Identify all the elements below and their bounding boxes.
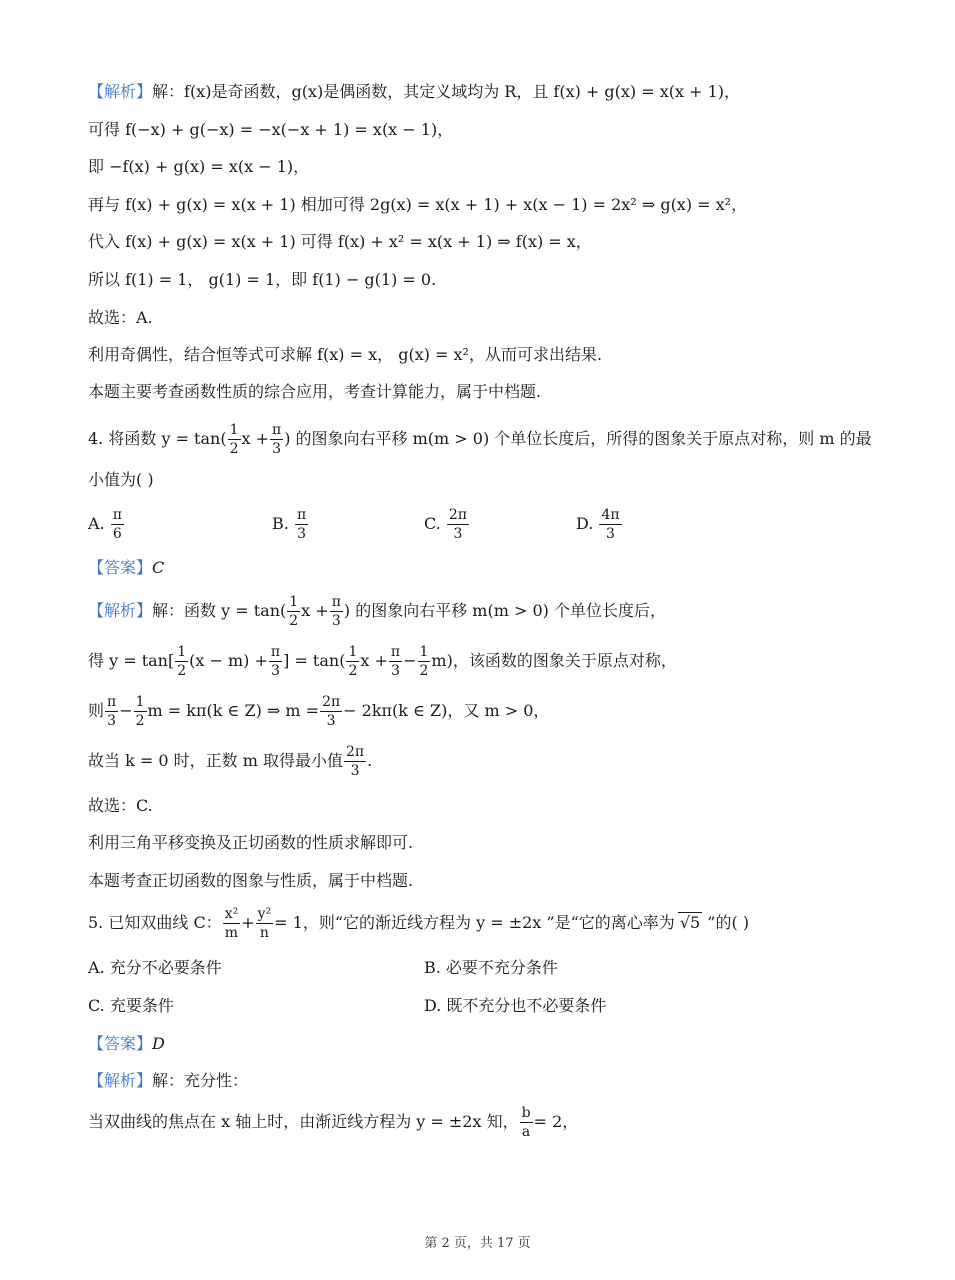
analysis-tag: 【解析】: [88, 82, 153, 101]
q4-frac-half: $\frac{1}{2}$: [229, 422, 239, 457]
analysis-line-4: 再与 f(x) + g(x) = x(x + 1) 相加可得 2g(x) = x(x + 1) + x(x − 1) = 2x² ⇒ g(x) = x²，: [88, 195, 748, 214]
q5-analysis-line-1: 【解析】解：充分性：: [88, 1071, 249, 1090]
question-4-stem: [88, 421, 895, 457]
analysis-tag: 【解析】: [88, 601, 153, 620]
q4-text-a: 4. 将函数 y = tan(: [88, 429, 227, 448]
answer-value: C: [152, 558, 165, 577]
analysis-tag: 【解析】: [88, 1071, 153, 1090]
answer-tag: 【答案】: [88, 1034, 153, 1053]
q5-analysis-line-2: 当双曲线的焦点在 x 轴上时，由渐近线方程为 y = ±2x 知， $\frac{b}{a}$ = 2，: [88, 1105, 579, 1140]
q4-option-b[interactable]: B. $\frac{\pi}{3}$: [272, 507, 307, 542]
q4-option-d[interactable]: D. $\frac{4\pi}{3}$: [576, 507, 620, 542]
q4-analysis-line-3: 则 $\frac{\pi}{3}$ − $\frac{1}{2}$ m = kπ(k ∈ Z) ⇒ m = $\frac{2\pi}{3}$ − 2kπ(k ∈ Z)，又 m > 0，: [88, 694, 550, 729]
q4-option-a[interactable]: A. $\frac{\pi}{6}$: [88, 507, 122, 542]
q4-answer: [88, 556, 895, 580]
q4-analysis-line-7: 本题考查正切函数的图象与性质，属于中档题.: [88, 871, 414, 890]
page-footer: 第 2 页，共 17 页: [424, 1236, 531, 1251]
analysis-line-9: 本题主要考查函数性质的综合应用，考查计算能力，属于中档题.: [88, 382, 542, 401]
q4-text-c: ) 的图象向右平移 m(m > 0) 个单位长度后，所得的图象关于原点对称，则 m 的最: [284, 429, 872, 448]
analysis-line-5: 代入 f(x) + g(x) = x(x + 1) 可得 f(x) + x² = x(x + 1) ⇒ f(x) = x，: [88, 232, 592, 251]
question-5-stem: 5. 已知双曲线 C： $\frac{\text{x²}}{m}$ + $\frac{\text{y²}}{n}$ = 1，则“它的渐近线方程为 y = ±2x ”是“它的离心率为 √5 ”的( ): [88, 906, 750, 941]
q5-answer: [88, 1032, 895, 1056]
q4-text-b: x +: [241, 429, 270, 448]
answer-value: D: [152, 1034, 165, 1053]
q4-analysis-line-6: 利用三角平移变换及正切函数的性质求解即可.: [88, 833, 414, 852]
q5-option-b[interactable]: B. 必要不充分条件: [424, 958, 558, 977]
analysis-line-1: [88, 80, 895, 104]
q5-option-c[interactable]: C. 充要条件: [88, 996, 174, 1015]
sqrt-5: √5: [679, 913, 701, 932]
q4-option-c[interactable]: C. $\frac{2\pi}{3}$: [424, 507, 467, 542]
analysis-line-8: 利用奇偶性，结合恒等式可求解 f(x) = x， g(x) = x²，从而可求出结果.: [88, 345, 603, 364]
q4-analysis-line-2: 得 y = tan[ $\frac{1}{2}$ (x − m) + $\frac{\pi}{3}$ ] = tan( $\frac{1}{2}$ x + $\frac{\pi}{3}$ − $\frac{1}{2}$ m)，该函数的图象关于原点对称，: [88, 644, 677, 679]
q4-analysis-line-1: 【解析】解：函数 y = tan( $\frac{1}{2}$ x + $\frac{\pi}{3}$ ) 的图象向右平移 m(m > 0) 个单位长度后，: [88, 594, 666, 629]
answer-tag: 【答案】: [88, 558, 153, 577]
analysis-line-6: 所以 f(1) = 1， g(1) = 1，即 f(1) − g(1) = 0.: [88, 270, 437, 289]
q5-option-a[interactable]: A. 充分不必要条件: [88, 958, 222, 977]
question-4-stem-cont: 小值为( ): [88, 470, 154, 489]
analysis-line-7: 故选：A.: [88, 308, 153, 327]
analysis-text: 解：f(x)是奇函数，g(x)是偶函数，其定义域均为 R，且 f(x) + g(x) = x(x + 1)，: [152, 82, 741, 101]
analysis-line-3: 即 −f(x) + g(x) = x(x − 1)，: [88, 157, 310, 176]
q4-analysis-line-5: 故选：C.: [88, 796, 153, 815]
analysis-line-2: 可得 f(−x) + g(−x) = −x(−x + 1) = x(x − 1)，: [88, 120, 454, 139]
q4-analysis-line-4: 故当 k = 0 时，正数 m 取得最小值 $\frac{2\pi}{3}$ .: [88, 744, 373, 779]
q5-option-d[interactable]: D. 既不充分也不必要条件: [424, 996, 607, 1015]
q4-frac-pi3: $\frac{\pi}{3}$: [272, 422, 282, 457]
